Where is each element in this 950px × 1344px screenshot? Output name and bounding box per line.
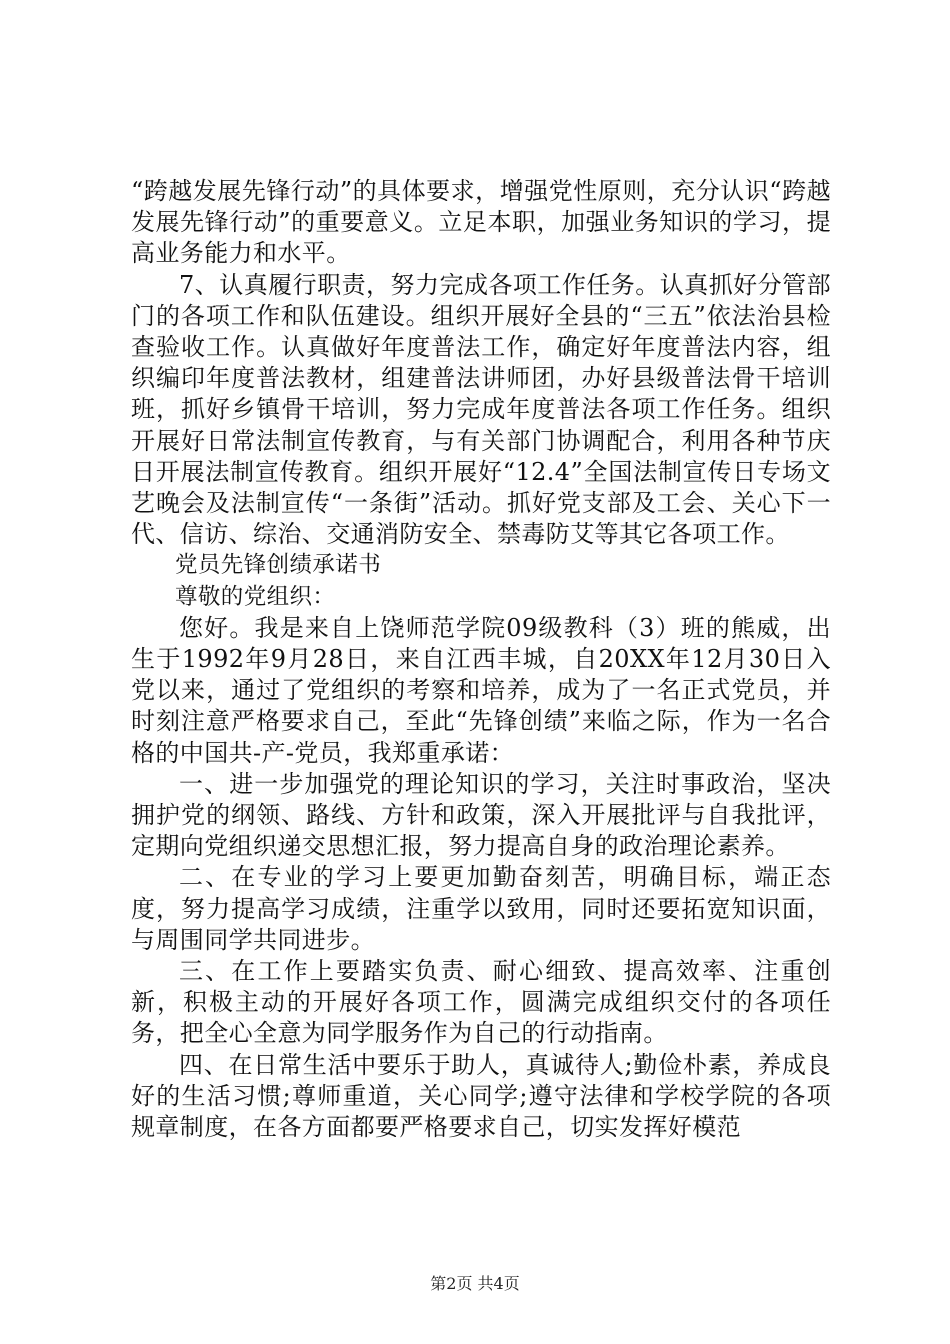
letter-salutation: 尊敬的党组织：	[175, 583, 336, 610]
paragraph-intro: 您好。我是来自上饶师范学院09级教科（3）班的熊威，出生于1992年9月28日，来自江西丰城，自20XX年12月30日入党以来，通过了党组织的考察和培养，成为了一名正式党员，并时刻注意严格要求自己，至此“先锋创绩”来临之际，作为一名合格的中国共-产-党员，我郑重承诺：	[131, 613, 831, 767]
paragraph-pledge-1: 一、进一步加强党的理论知识的学习，关注时事政治，坚决拥护党的纲领、路线、方针和政策，深入开展批评与自我批评，定期向党组织递交思想汇报，努力提高自身的政治理论素养。	[131, 769, 831, 861]
paragraph-pledge-2: 二、在专业的学习上要更加勤奋刻苦，明确目标，端正态度，努力提高学习成绩，注重学以致用，同时还要拓宽知识面，与周围同学共同进步。	[131, 863, 831, 954]
paragraph-pledge-3: 三、在工作上要踏实负责、耐心细致、提高效率、注重创新，积极主动的开展好各项工作，圆满完成组织交付的各项任务，把全心全意为同学服务作为自己的行动指南。	[131, 957, 831, 1048]
paragraph-item-7: 7、认真履行职责，努力完成各项工作任务。认真抓好分管部门的各项工作和队伍建设。组织开展好全县的“三五”依法治县检查验收工作。认真做好年度普法工作，确定好年度普法内容，组织编印年度普法教材，组建普法讲师团，办好县级普法骨干培训班，抓好乡镇骨干培训，努力完成年度普法各项工作任务。组织开展好日常法制宣传教育，与有关部门协调配合，利用各种节庆日开展法制宣传教育。组织开展好“12.4”全国法制宣传日专场文艺晚会及法制宣传“一条街”活动。抓好党支部及工会、关心下一代、信访、综治、交通消防安全、禁毒防艾等其它各项工作。	[131, 270, 831, 549]
letter-title: 党员先锋创绩承诺书	[175, 552, 382, 579]
document-body	[131, 176, 831, 1143]
page-number: 第2页 共4页	[430, 1274, 520, 1293]
paragraph-continuation: “跨越发展先锋行动”的具体要求，增强党性原则，充分认识“跨越发展先锋行动”的重要意义。立足本职，加强业务知识的学习，提高业务能力和水平。	[131, 177, 831, 268]
page-footer	[0, 1271, 950, 1294]
paragraph-pledge-4: 四、在日常生活中要乐于助人，真诚待人;勤俭朴素，养成良好的生活习惯;尊师重道，关心同学;遵守法律和学校学院的各项规章制度，在各方面都要严格要求自己，切实发挥好模范	[131, 1050, 831, 1142]
